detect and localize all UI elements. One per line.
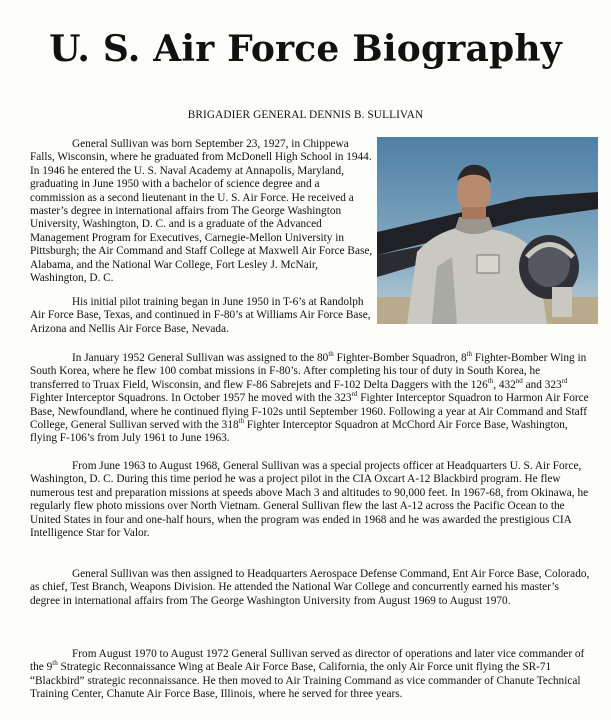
page-title: U. S. Air Force Biography (49, 28, 562, 70)
bio-paragraph-4: From June 1963 to August 1968, General Sullivan was a special projects officer at Headquarters U. S. Air Force, Washington, D. C. During this time period he was a project pilot in the CIA Oxcart A-12 Blackbird program. He flew numerous test and preparation missions at speeds above Mach 3 and altitudes to 90,000 feet. In 1967-68, from Okinawa, he regularly flew photo missions over North Vietnam. General Sullivan flew the last A-12 across the Pacific Ocean to the United States in four and one-half hours, when the program was ended in 1968 and he was awarded the prestigious CIA Intelligence Star for Valor. (30, 460, 589, 540)
bio-paragraph-5: General Sullivan was then assigned to Headquarters Aerospace Defense Command, Ent Air Force Base, Colorado, as chief, Test Branch, Weapons Division. He attended the National War College and concurrently earned his master’s degree in international affairs from The George Washington University from August 1969 to August 1970. (30, 568, 590, 607)
bio-paragraph-1: General Sullivan was born September 23, 1927, in Chippewa Falls, Wisconsin, where he graduated from McDonell High School in 1944. In 1946 he entered the U. S. Naval Academy at Annapolis, Maryland, graduating in June 1950 with a bachelor of science degree and a commission as a second lieutenant in the U. S. Air Force. He received a master’s degree in international affairs from The George Washington University, Washington, D. C. and is a graduate of the Advanced Management Program for Executives, Carnegie-Mellon University in Pittsburgh; the Air Command and Staff College at Maxwell Air Force Base, Alabama, and the National War College, Fort Lesley J. McNair, Washington, D. C. (30, 138, 373, 285)
bio-paragraph-3: In January 1952 General Sullivan was assigned to the 80th Fighter-Bomber Squadron, 8th Fighter-Bomber Wing in South Korea, where he flew 100 combat missions in F-80’s. After completing his tour of duty in South Korea, he transferred to Truax Field, Wisconsin, and flew F-86 Sabrejets and F-102 Delta Daggers with the 126th, 432nd and 323rd Fighter Interceptor Squadrons. In October 1957 he moved with the 323rd Fighter Interceptor Squadron to Harmon Air Force Base, Newfoundland, where he continued flying F-102s until September 1960. Following a year at Air Command and Staff College, General Sullivan served with the 318th Fighter Interceptor Squadron at McChord Air Force Base, Washington, flying F-106’s from July 1961 to June 1963. (30, 350, 589, 445)
pilot-portrait-photo (377, 137, 598, 324)
pilot-photo-illustration (377, 137, 598, 324)
bio-paragraph-6: From August 1970 to August 1972 General Sullivan served as director of operations and later vice commander of the 9th Strategic Reconnaissance Wing at Beale Air Force Base, California, the only Air Force unit flying the SR-71 “Blackbird” strategic reconnaissance. He then moved to Air Training Command as vice commander of Chanute Technical Training Center, Chanute Air Force Base, Illinois, where he served for three years. (30, 648, 585, 701)
bio-paragraph-2: His initial pilot training began in June 1950 in T-6’s at Randolph Air Force Base, Texas, and continued in F-80’s at Williams Air Force Base, Arizona and Nellis Air Force Base, Nevada. (30, 296, 371, 335)
page-subtitle: BRIGADIER GENERAL DENNIS B. SULLIVAN (187, 109, 424, 121)
